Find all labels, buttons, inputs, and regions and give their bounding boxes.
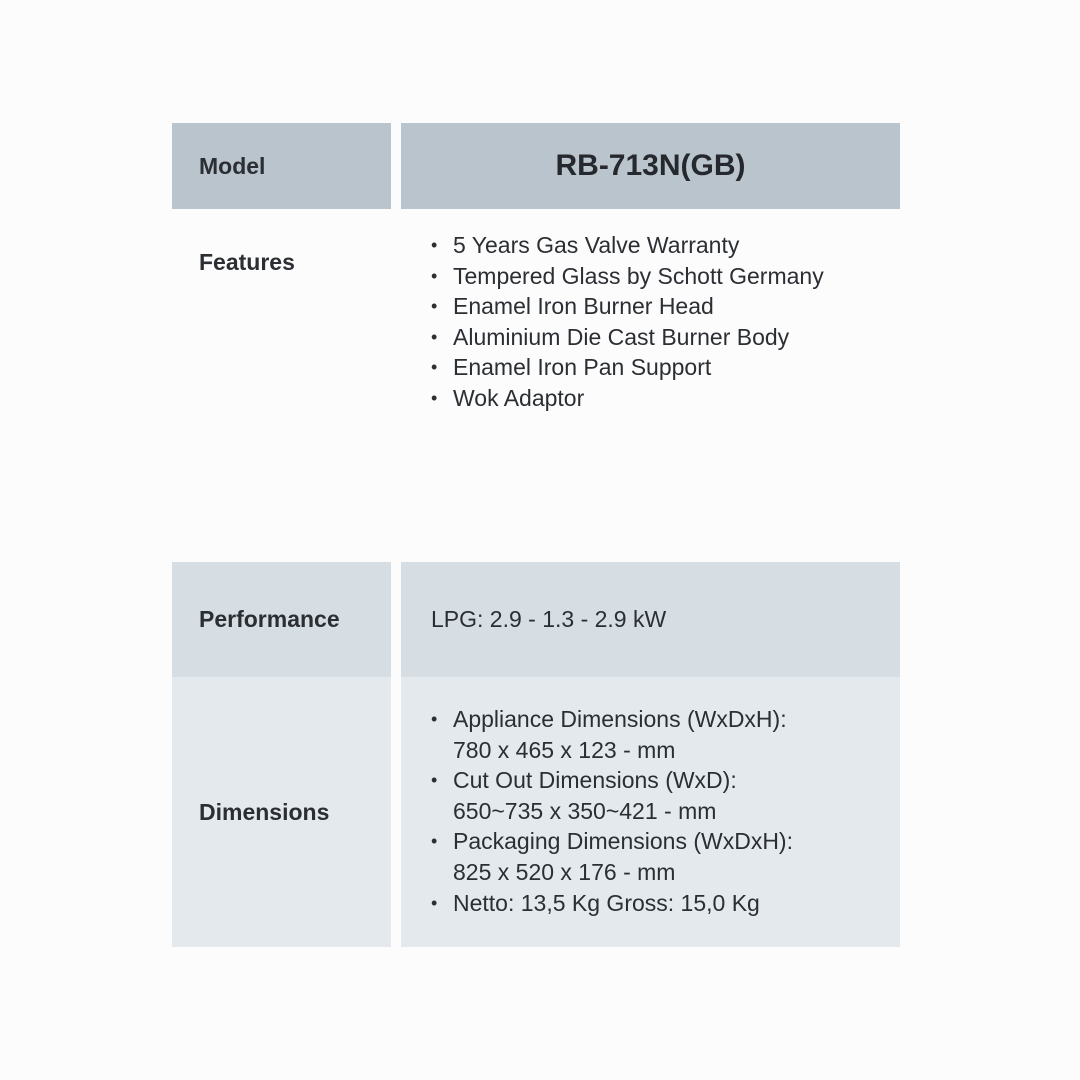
dimensions-value: [401, 677, 900, 947]
feature-item: • 5 Years Gas Valve Warranty: [431, 230, 900, 261]
row-model: [172, 123, 900, 209]
features-label: Features: [199, 249, 295, 275]
row-dimensions: [172, 677, 900, 947]
dimension-item-title: Netto: 13,5 Kg Gross: 15,0 Kg: [453, 889, 760, 916]
dimension-item: [431, 765, 900, 826]
dimension-item: [431, 826, 900, 887]
performance-label: Performance: [172, 562, 391, 677]
feature-item: • Wok Adaptor: [431, 383, 900, 414]
row-features: [172, 209, 900, 562]
dimensions-label: Dimensions: [172, 677, 391, 947]
feature-item: • Enamel Iron Pan Support: [431, 352, 900, 383]
dimension-item-value: 650~735 x 350~421 - mm: [453, 797, 717, 824]
row-performance: [172, 562, 900, 677]
model-value: RB-713N(GB): [401, 123, 900, 209]
dimension-item: [431, 704, 900, 765]
dimension-item-title: Packaging Dimensions (WxDxH):: [453, 828, 793, 855]
spec-table: [172, 123, 900, 947]
feature-item: • Aluminium Die Cast Burner Body: [431, 322, 900, 353]
dimension-item: [431, 888, 900, 919]
dimensions-list: [431, 704, 900, 918]
dimension-item-title: Cut Out Dimensions (WxD):: [453, 767, 737, 794]
feature-item: • Enamel Iron Burner Head: [431, 291, 900, 322]
features-value: [401, 209, 900, 562]
model-label: Model: [172, 123, 391, 209]
dimension-item-title: Appliance Dimensions (WxDxH):: [453, 706, 787, 732]
performance-value: LPG: 2.9 - 1.3 - 2.9 kW: [401, 562, 900, 677]
dimension-item-value: 825 x 520 x 176 - mm: [453, 858, 676, 885]
feature-item: • Tempered Glass by Schott Germany: [431, 261, 900, 292]
dimension-item-value: 780 x 465 x 123 - mm: [453, 736, 676, 763]
features-list: [431, 230, 900, 414]
